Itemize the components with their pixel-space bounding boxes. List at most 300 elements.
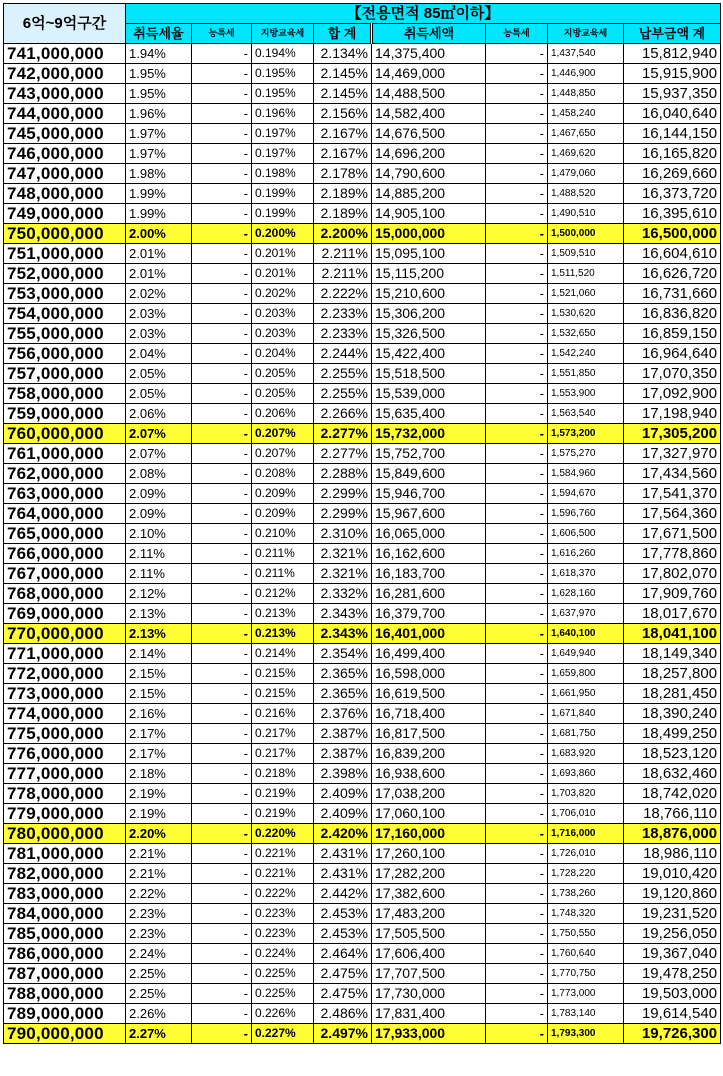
acq-rate-cell: 1.94% (126, 44, 192, 64)
local-edu-rate-cell: 0.203% (252, 304, 314, 324)
table-row (4, 804, 721, 824)
price-cell: 741,000,000 (4, 44, 126, 64)
price-cell: 754,000,000 (4, 304, 126, 324)
local-edu-rate-cell: 0.212% (252, 584, 314, 604)
table-row (4, 704, 721, 724)
acq-tax-amount-cell: 15,326,500 (372, 324, 486, 344)
acq-tax-amount-cell: 17,160,000 (372, 824, 486, 844)
local-edu-amount-cell: 1,542,240 (548, 344, 624, 364)
rural-tax-cell: - (192, 884, 252, 904)
rural-tax-cell: - (192, 484, 252, 504)
local-edu-amount-cell: 1,575,270 (548, 444, 624, 464)
col-header-rate: 취득세율 (126, 24, 192, 44)
payment-total-cell: 16,269,660 (624, 164, 721, 184)
rural-tax-cell: - (192, 344, 252, 364)
payment-total-cell: 18,742,020 (624, 784, 721, 804)
acq-tax-amount-cell: 17,038,200 (372, 784, 486, 804)
local-edu-amount-cell: 1,661,950 (548, 684, 624, 704)
rural-tax-cell: - (192, 164, 252, 184)
acq-rate-cell: 2.19% (126, 804, 192, 824)
acq-rate-cell: 2.02% (126, 284, 192, 304)
total-rate-cell: 2.453% (314, 924, 372, 944)
rural-tax-amount-cell: - (486, 44, 548, 64)
local-edu-rate-cell: 0.225% (252, 964, 314, 984)
rural-tax-amount-cell: - (486, 824, 548, 844)
rural-tax-amount-cell: - (486, 544, 548, 564)
acq-tax-amount-cell: 14,469,000 (372, 64, 486, 84)
price-cell: 760,000,000 (4, 424, 126, 444)
local-edu-amount-cell: 1,500,000 (548, 224, 624, 244)
table-row (4, 764, 721, 784)
acq-tax-amount-cell: 15,849,600 (372, 464, 486, 484)
local-edu-rate-cell: 0.224% (252, 944, 314, 964)
price-cell: 770,000,000 (4, 624, 126, 644)
payment-total-cell: 17,802,070 (624, 564, 721, 584)
rural-tax-cell: - (192, 204, 252, 224)
local-edu-rate-cell: 0.199% (252, 204, 314, 224)
table-row (4, 644, 721, 664)
payment-total-cell: 18,017,670 (624, 604, 721, 624)
payment-total-cell: 17,671,500 (624, 524, 721, 544)
price-cell: 756,000,000 (4, 344, 126, 364)
local-edu-amount-cell: 1,596,760 (548, 504, 624, 524)
acq-tax-amount-cell: 17,606,400 (372, 944, 486, 964)
local-edu-amount-cell: 1,649,940 (548, 644, 624, 664)
table-row (4, 304, 721, 324)
price-cell: 776,000,000 (4, 744, 126, 764)
payment-total-cell: 17,092,900 (624, 384, 721, 404)
total-rate-cell: 2.376% (314, 704, 372, 724)
acq-rate-cell: 2.08% (126, 464, 192, 484)
price-cell: 761,000,000 (4, 444, 126, 464)
total-rate-cell: 2.420% (314, 824, 372, 844)
table-row (4, 544, 721, 564)
local-edu-amount-cell: 1,511,520 (548, 264, 624, 284)
rural-tax-amount-cell: - (486, 344, 548, 364)
rural-tax-amount-cell: - (486, 804, 548, 824)
rural-tax-cell: - (192, 824, 252, 844)
rural-tax-amount-cell: - (486, 924, 548, 944)
acq-rate-cell: 1.95% (126, 84, 192, 104)
local-edu-rate-cell: 0.196% (252, 104, 314, 124)
acq-tax-amount-cell: 16,162,600 (372, 544, 486, 564)
tax-rate-table (3, 3, 721, 1044)
local-edu-amount-cell: 1,703,820 (548, 784, 624, 804)
rural-tax-amount-cell: - (486, 404, 548, 424)
payment-total-cell: 16,165,820 (624, 144, 721, 164)
total-rate-cell: 2.475% (314, 984, 372, 1004)
local-edu-rate-cell: 0.223% (252, 904, 314, 924)
rural-tax-amount-cell: - (486, 104, 548, 124)
rural-tax-amount-cell: - (486, 484, 548, 504)
rural-tax-amount-cell: - (486, 684, 548, 704)
acq-rate-cell: 2.17% (126, 724, 192, 744)
payment-total-cell: 19,256,050 (624, 924, 721, 944)
total-rate-cell: 2.134% (314, 44, 372, 64)
total-rate-cell: 2.431% (314, 864, 372, 884)
rural-tax-amount-cell: - (486, 184, 548, 204)
payment-total-cell: 18,149,340 (624, 644, 721, 664)
rural-tax-cell: - (192, 224, 252, 244)
price-cell: 749,000,000 (4, 204, 126, 224)
price-cell: 771,000,000 (4, 644, 126, 664)
header-title-row (4, 4, 721, 24)
acq-tax-amount-cell: 15,306,200 (372, 304, 486, 324)
table-row (4, 184, 721, 204)
rural-tax-amount-cell: - (486, 144, 548, 164)
rural-tax-amount-cell: - (486, 564, 548, 584)
local-edu-amount-cell: 1,551,850 (548, 364, 624, 384)
acq-rate-cell: 2.25% (126, 964, 192, 984)
payment-total-cell: 17,327,970 (624, 444, 721, 464)
total-rate-cell: 2.431% (314, 844, 372, 864)
local-edu-rate-cell: 0.207% (252, 444, 314, 464)
local-edu-amount-cell: 1,716,000 (548, 824, 624, 844)
local-edu-amount-cell: 1,616,260 (548, 544, 624, 564)
acq-rate-cell: 2.05% (126, 364, 192, 384)
acq-rate-cell: 2.07% (126, 424, 192, 444)
local-edu-rate-cell: 0.209% (252, 484, 314, 504)
acq-rate-cell: 2.15% (126, 664, 192, 684)
local-edu-rate-cell: 0.219% (252, 784, 314, 804)
rural-tax-cell: - (192, 964, 252, 984)
rural-tax-amount-cell: - (486, 944, 548, 964)
rural-tax-cell: - (192, 404, 252, 424)
local-edu-amount-cell: 1,683,920 (548, 744, 624, 764)
rural-tax-amount-cell: - (486, 1024, 548, 1044)
payment-total-cell: 15,812,940 (624, 44, 721, 64)
acq-tax-amount-cell: 17,260,100 (372, 844, 486, 864)
acq-rate-cell: 2.07% (126, 444, 192, 464)
total-rate-cell: 2.409% (314, 804, 372, 824)
rural-tax-amount-cell: - (486, 384, 548, 404)
price-cell: 787,000,000 (4, 964, 126, 984)
acq-rate-cell: 2.21% (126, 864, 192, 884)
rural-tax-cell: - (192, 1024, 252, 1044)
table-row (4, 884, 721, 904)
acq-rate-cell: 2.23% (126, 904, 192, 924)
table-row (4, 684, 721, 704)
total-rate-cell: 2.222% (314, 284, 372, 304)
col-header-rural-tax: 농특세 (192, 24, 252, 44)
total-rate-cell: 2.299% (314, 504, 372, 524)
total-rate-cell: 2.343% (314, 624, 372, 644)
table-row (4, 904, 721, 924)
acq-tax-amount-cell: 15,752,700 (372, 444, 486, 464)
rural-tax-cell: - (192, 844, 252, 864)
total-rate-cell: 2.145% (314, 84, 372, 104)
acq-rate-cell: 2.01% (126, 264, 192, 284)
acq-tax-amount-cell: 16,183,700 (372, 564, 486, 584)
rural-tax-cell: - (192, 944, 252, 964)
local-edu-amount-cell: 1,532,650 (548, 324, 624, 344)
local-edu-amount-cell: 1,783,140 (548, 1004, 624, 1024)
price-cell: 786,000,000 (4, 944, 126, 964)
local-edu-amount-cell: 1,479,060 (548, 164, 624, 184)
acq-tax-amount-cell: 15,000,000 (372, 224, 486, 244)
price-cell: 764,000,000 (4, 504, 126, 524)
total-rate-cell: 2.277% (314, 424, 372, 444)
local-edu-rate-cell: 0.217% (252, 724, 314, 744)
acq-rate-cell: 2.09% (126, 504, 192, 524)
acq-rate-cell: 2.03% (126, 324, 192, 344)
rural-tax-cell: - (192, 284, 252, 304)
price-cell: 752,000,000 (4, 264, 126, 284)
table-row (4, 264, 721, 284)
rural-tax-cell: - (192, 544, 252, 564)
rural-tax-amount-cell: - (486, 244, 548, 264)
total-rate-cell: 2.211% (314, 264, 372, 284)
rural-tax-amount-cell: - (486, 264, 548, 284)
local-edu-amount-cell: 1,448,850 (548, 84, 624, 104)
local-edu-rate-cell: 0.197% (252, 144, 314, 164)
payment-total-cell: 17,305,200 (624, 424, 721, 444)
total-rate-cell: 2.321% (314, 544, 372, 564)
table-row (4, 344, 721, 364)
acq-rate-cell: 2.03% (126, 304, 192, 324)
local-edu-amount-cell: 1,748,320 (548, 904, 624, 924)
local-edu-amount-cell: 1,750,550 (548, 924, 624, 944)
rural-tax-amount-cell: - (486, 644, 548, 664)
rural-tax-cell: - (192, 764, 252, 784)
local-edu-rate-cell: 0.227% (252, 1024, 314, 1044)
table-row (4, 204, 721, 224)
payment-total-cell: 16,373,720 (624, 184, 721, 204)
acq-rate-cell: 2.14% (126, 644, 192, 664)
rural-tax-cell: - (192, 444, 252, 464)
total-rate-cell: 2.365% (314, 664, 372, 684)
price-cell: 780,000,000 (4, 824, 126, 844)
table-row (4, 524, 721, 544)
price-cell: 759,000,000 (4, 404, 126, 424)
table-title: 【전용면적 85㎡이하】 (126, 4, 721, 24)
local-edu-rate-cell: 0.201% (252, 244, 314, 264)
total-rate-cell: 2.233% (314, 304, 372, 324)
acq-tax-amount-cell: 14,790,600 (372, 164, 486, 184)
rural-tax-cell: - (192, 424, 252, 444)
payment-total-cell: 18,986,110 (624, 844, 721, 864)
table-row (4, 744, 721, 764)
local-edu-amount-cell: 1,521,060 (548, 284, 624, 304)
rural-tax-amount-cell: - (486, 984, 548, 1004)
local-edu-rate-cell: 0.198% (252, 164, 314, 184)
acq-rate-cell: 2.00% (126, 224, 192, 244)
payment-total-cell: 16,604,610 (624, 244, 721, 264)
rural-tax-cell: - (192, 84, 252, 104)
total-rate-cell: 2.178% (314, 164, 372, 184)
payment-total-cell: 18,766,110 (624, 804, 721, 824)
local-edu-rate-cell: 0.206% (252, 404, 314, 424)
acq-tax-amount-cell: 15,115,200 (372, 264, 486, 284)
acq-tax-amount-cell: 17,505,500 (372, 924, 486, 944)
local-edu-rate-cell: 0.197% (252, 124, 314, 144)
acq-rate-cell: 2.16% (126, 704, 192, 724)
payment-total-cell: 16,836,820 (624, 304, 721, 324)
acq-tax-amount-cell: 15,967,600 (372, 504, 486, 524)
acq-rate-cell: 2.19% (126, 784, 192, 804)
local-edu-amount-cell: 1,446,900 (548, 64, 624, 84)
payment-total-cell: 17,541,370 (624, 484, 721, 504)
payment-total-cell: 16,859,150 (624, 324, 721, 344)
local-edu-rate-cell: 0.216% (252, 704, 314, 724)
price-cell: 767,000,000 (4, 564, 126, 584)
acq-tax-amount-cell: 16,401,000 (372, 624, 486, 644)
total-rate-cell: 2.343% (314, 604, 372, 624)
payment-total-cell: 17,070,350 (624, 364, 721, 384)
local-edu-rate-cell: 0.219% (252, 804, 314, 824)
rural-tax-cell: - (192, 104, 252, 124)
total-rate-cell: 2.486% (314, 1004, 372, 1024)
rural-tax-cell: - (192, 864, 252, 884)
total-rate-cell: 2.464% (314, 944, 372, 964)
payment-total-cell: 17,564,360 (624, 504, 721, 524)
acq-rate-cell: 2.27% (126, 1024, 192, 1044)
rural-tax-cell: - (192, 644, 252, 664)
rural-tax-cell: - (192, 184, 252, 204)
acq-rate-cell: 2.13% (126, 624, 192, 644)
table-row (4, 664, 721, 684)
payment-total-cell: 16,731,660 (624, 284, 721, 304)
rural-tax-cell: - (192, 684, 252, 704)
local-edu-amount-cell: 1,563,540 (548, 404, 624, 424)
acq-rate-cell: 2.22% (126, 884, 192, 904)
price-cell: 766,000,000 (4, 544, 126, 564)
local-edu-rate-cell: 0.217% (252, 744, 314, 764)
table-row (4, 284, 721, 304)
rural-tax-cell: - (192, 924, 252, 944)
price-cell: 743,000,000 (4, 84, 126, 104)
total-rate-cell: 2.409% (314, 784, 372, 804)
local-edu-rate-cell: 0.223% (252, 924, 314, 944)
local-edu-amount-cell: 1,760,640 (548, 944, 624, 964)
price-cell: 773,000,000 (4, 684, 126, 704)
table-row (4, 84, 721, 104)
acq-rate-cell: 2.11% (126, 544, 192, 564)
acq-tax-amount-cell: 16,379,700 (372, 604, 486, 624)
table-row (4, 104, 721, 124)
table-row (4, 364, 721, 384)
acq-tax-amount-cell: 17,382,600 (372, 884, 486, 904)
acq-rate-cell: 2.25% (126, 984, 192, 1004)
price-cell: 785,000,000 (4, 924, 126, 944)
payment-total-cell: 19,231,520 (624, 904, 721, 924)
local-edu-amount-cell: 1,488,520 (548, 184, 624, 204)
total-rate-cell: 2.321% (314, 564, 372, 584)
rural-tax-amount-cell: - (486, 1004, 548, 1024)
table-row (4, 564, 721, 584)
acq-tax-amount-cell: 14,488,500 (372, 84, 486, 104)
acq-tax-amount-cell: 17,730,000 (372, 984, 486, 1004)
local-edu-rate-cell: 0.213% (252, 604, 314, 624)
acq-tax-amount-cell: 17,707,500 (372, 964, 486, 984)
total-rate-cell: 2.288% (314, 464, 372, 484)
table-row (4, 504, 721, 524)
total-rate-cell: 2.332% (314, 584, 372, 604)
rural-tax-amount-cell: - (486, 84, 548, 104)
local-edu-amount-cell: 1,681,750 (548, 724, 624, 744)
local-edu-amount-cell: 1,553,900 (548, 384, 624, 404)
table-row (4, 244, 721, 264)
price-cell: 758,000,000 (4, 384, 126, 404)
total-rate-cell: 2.200% (314, 224, 372, 244)
total-rate-cell: 2.310% (314, 524, 372, 544)
local-edu-rate-cell: 0.209% (252, 504, 314, 524)
acq-rate-cell: 2.09% (126, 484, 192, 504)
col-header-total-rate: 합 계 (314, 24, 372, 44)
rural-tax-cell: - (192, 744, 252, 764)
col-header-acq-tax-amount: 취득세액 (372, 24, 486, 44)
total-rate-cell: 2.145% (314, 64, 372, 84)
table-row (4, 1024, 721, 1044)
local-edu-amount-cell: 1,693,860 (548, 764, 624, 784)
local-edu-amount-cell: 1,467,650 (548, 124, 624, 144)
total-rate-cell: 2.442% (314, 884, 372, 904)
table-row (4, 624, 721, 644)
rural-tax-amount-cell: - (486, 224, 548, 244)
rural-tax-amount-cell: - (486, 124, 548, 144)
payment-total-cell: 17,434,560 (624, 464, 721, 484)
price-cell: 748,000,000 (4, 184, 126, 204)
table-body (4, 44, 721, 1044)
table-row (4, 384, 721, 404)
local-edu-rate-cell: 0.225% (252, 984, 314, 1004)
acq-tax-amount-cell: 15,210,600 (372, 284, 486, 304)
rural-tax-cell: - (192, 264, 252, 284)
table-row (4, 864, 721, 884)
payment-total-cell: 16,040,640 (624, 104, 721, 124)
payment-total-cell: 19,120,860 (624, 884, 721, 904)
payment-total-cell: 18,876,000 (624, 824, 721, 844)
col-header-local-edu-tax-amount: 지방교육세 (548, 24, 624, 44)
acq-tax-amount-cell: 15,539,000 (372, 384, 486, 404)
rural-tax-amount-cell: - (486, 64, 548, 84)
rural-tax-cell: - (192, 464, 252, 484)
acq-rate-cell: 2.06% (126, 404, 192, 424)
acq-rate-cell: 1.97% (126, 144, 192, 164)
price-cell: 750,000,000 (4, 224, 126, 244)
table-row (4, 584, 721, 604)
table-row (4, 404, 721, 424)
payment-total-cell: 17,909,760 (624, 584, 721, 604)
local-edu-amount-cell: 1,637,970 (548, 604, 624, 624)
rural-tax-cell: - (192, 984, 252, 1004)
rural-tax-amount-cell: - (486, 304, 548, 324)
acq-tax-amount-cell: 16,065,000 (372, 524, 486, 544)
local-edu-amount-cell: 1,437,540 (548, 44, 624, 64)
total-rate-cell: 2.255% (314, 384, 372, 404)
acq-tax-amount-cell: 16,619,500 (372, 684, 486, 704)
acq-tax-amount-cell: 14,885,200 (372, 184, 486, 204)
rural-tax-cell: - (192, 504, 252, 524)
payment-total-cell: 18,499,250 (624, 724, 721, 744)
local-edu-amount-cell: 1,640,100 (548, 624, 624, 644)
rural-tax-amount-cell: - (486, 444, 548, 464)
acq-rate-cell: 2.23% (126, 924, 192, 944)
table-row (4, 824, 721, 844)
rural-tax-cell: - (192, 604, 252, 624)
rural-tax-amount-cell: - (486, 524, 548, 544)
local-edu-rate-cell: 0.200% (252, 224, 314, 244)
acq-rate-cell: 2.12% (126, 584, 192, 604)
local-edu-amount-cell: 1,770,750 (548, 964, 624, 984)
rural-tax-cell: - (192, 304, 252, 324)
price-cell: 784,000,000 (4, 904, 126, 924)
price-cell: 745,000,000 (4, 124, 126, 144)
rural-tax-amount-cell: - (486, 904, 548, 924)
rural-tax-amount-cell: - (486, 744, 548, 764)
local-edu-rate-cell: 0.213% (252, 624, 314, 644)
local-edu-amount-cell: 1,606,500 (548, 524, 624, 544)
